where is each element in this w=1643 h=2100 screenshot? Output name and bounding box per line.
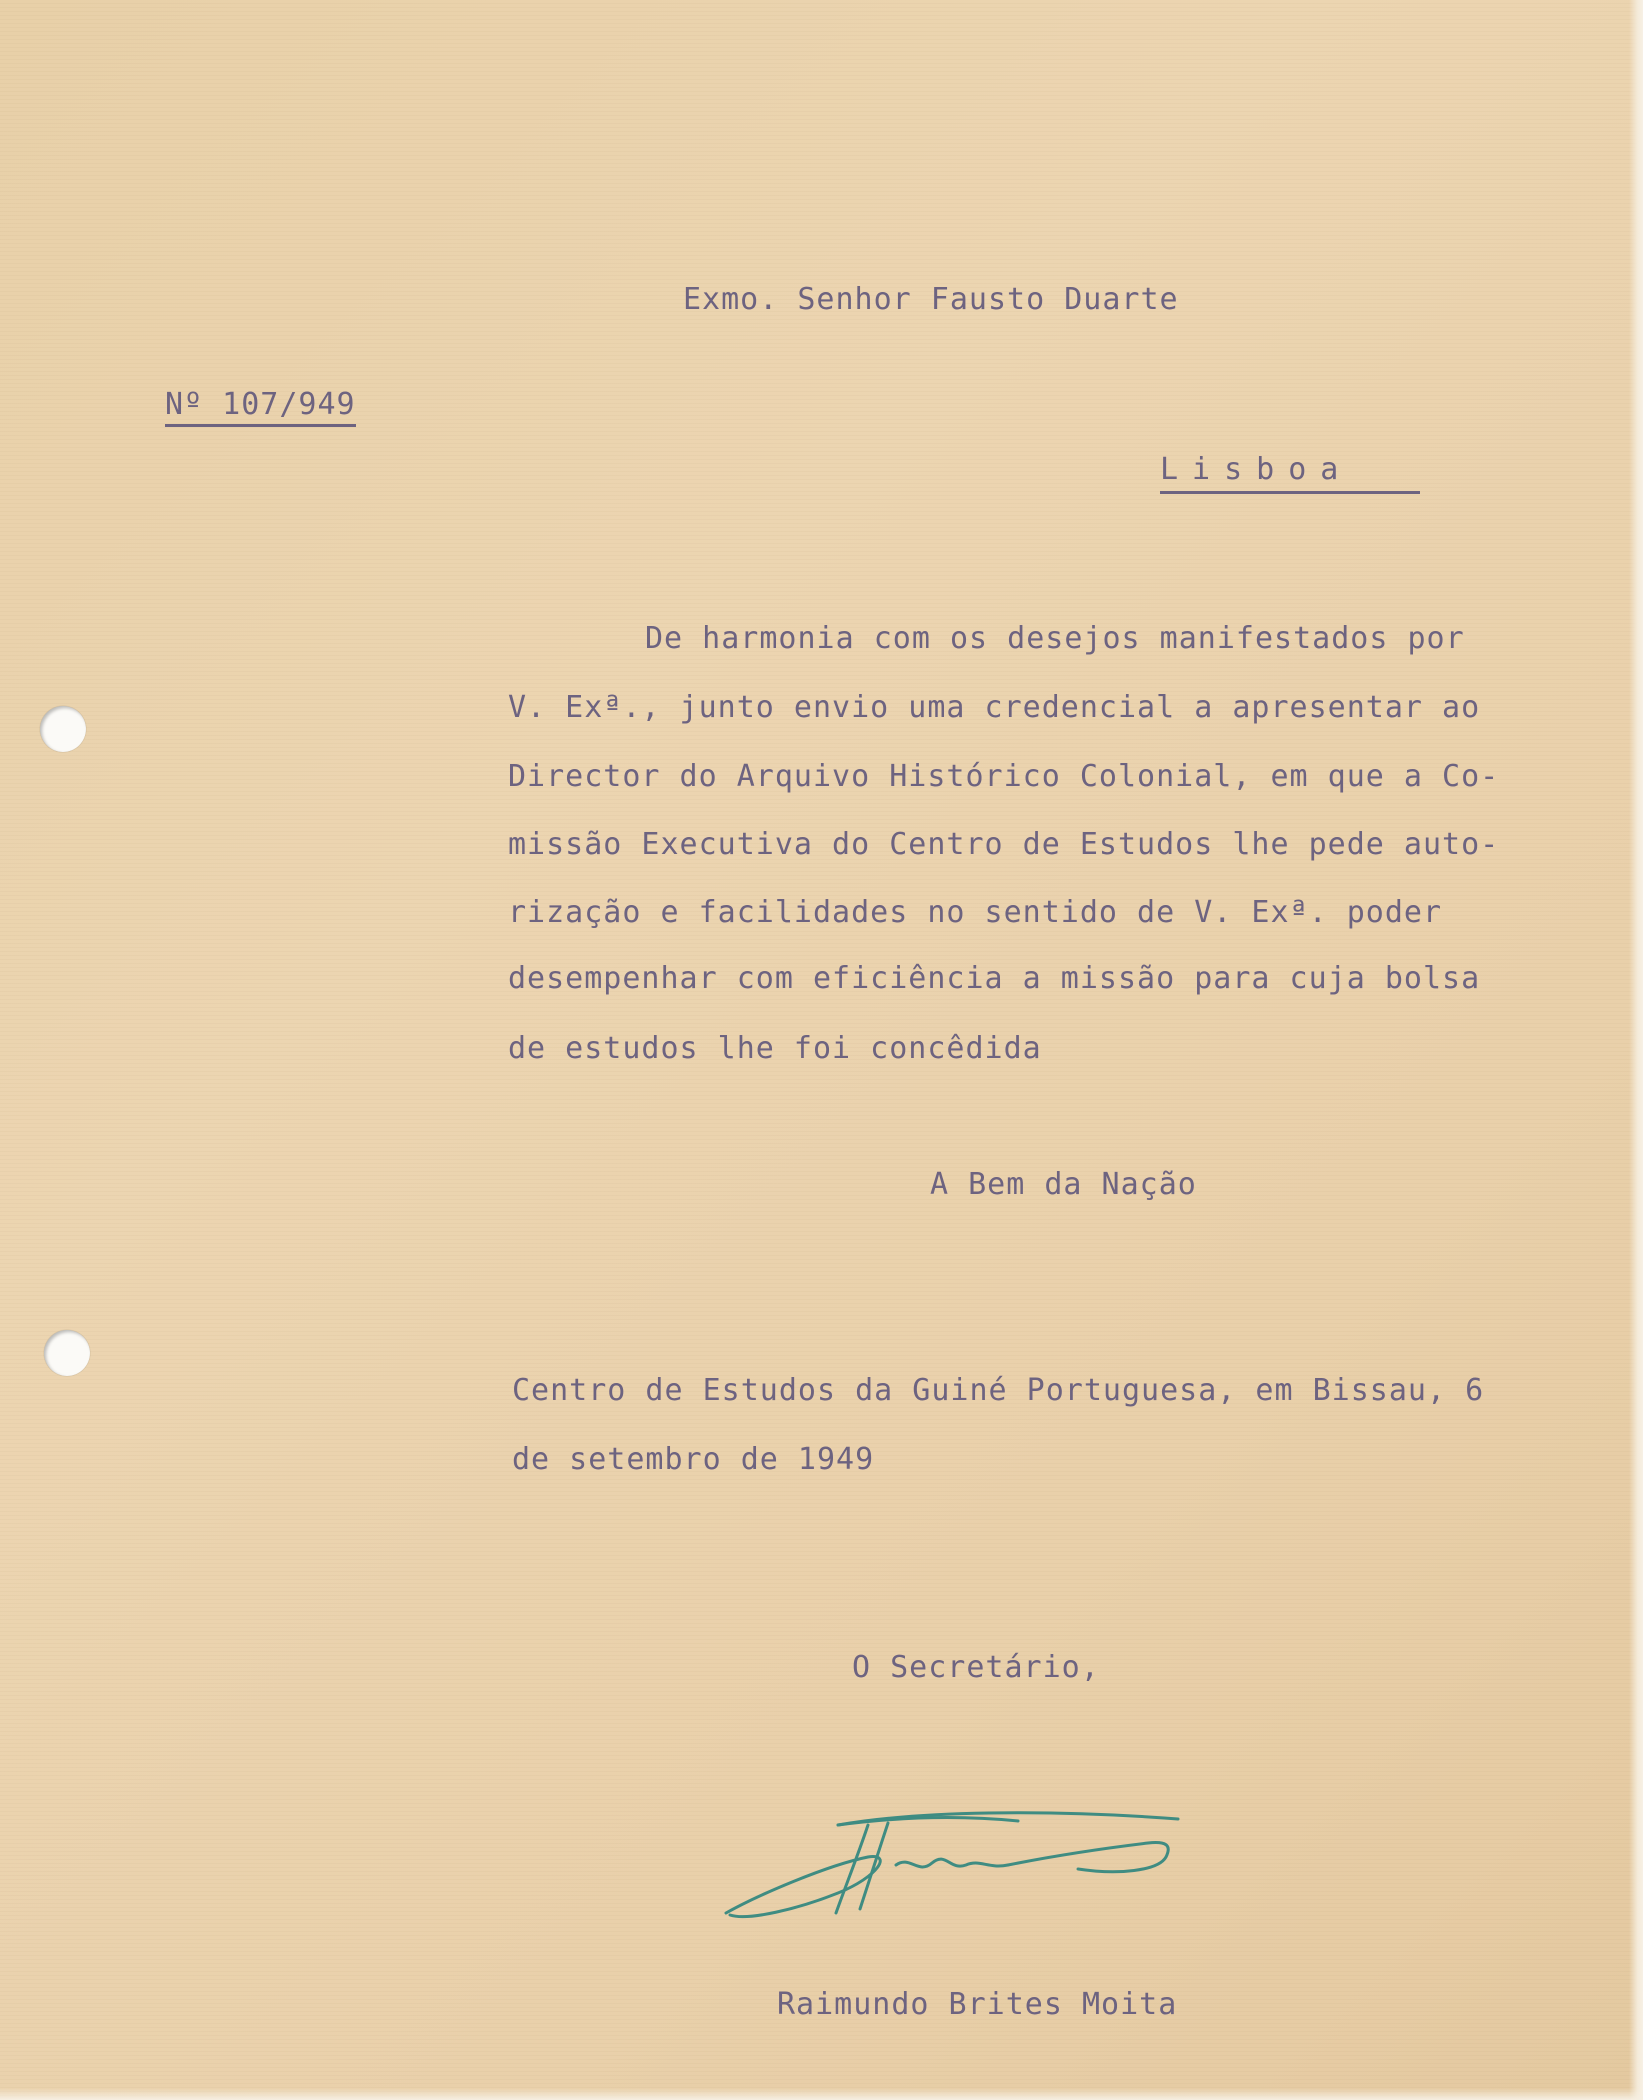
place-date-line: Centro de Estudos da Guiné Portuguesa, em Bissau, 6 bbox=[512, 1373, 1485, 1408]
signatory-role: O Secretário, bbox=[852, 1650, 1100, 1685]
body-line: V. Exª., junto envio uma credencial a apresentar ao bbox=[508, 690, 1481, 725]
body-line: De harmonia com os desejos manifestados por bbox=[645, 621, 1465, 656]
body-line: rização e facilidades no sentido de V. Exª. poder bbox=[508, 895, 1443, 930]
handwritten-signature bbox=[718, 1805, 1188, 1925]
paper-edge-bottom bbox=[0, 2088, 1643, 2100]
body-line: missão Executiva do Centro de Estudos lhe pede auto- bbox=[508, 827, 1500, 862]
signatory-name: Raimundo Brites Moita bbox=[777, 1987, 1178, 2022]
punch-hole bbox=[44, 1330, 90, 1376]
body-line: de estudos lhe foi concêdida bbox=[508, 1031, 1042, 1066]
city-line: Lisboa bbox=[1160, 455, 1420, 494]
closing-salutation: A Bem da Nação bbox=[930, 1167, 1197, 1202]
place-date-line: de setembro de 1949 bbox=[512, 1442, 875, 1477]
body-line: desempenhar com eficiência a missão para cuja bolsa bbox=[508, 961, 1481, 996]
body-line: Director do Arquivo Histórico Colonial, em que a Co- bbox=[508, 759, 1500, 794]
paper-edge-right bbox=[1629, 0, 1643, 2100]
addressee-line: Exmo. Senhor Fausto Duarte bbox=[683, 282, 1179, 317]
punch-hole bbox=[40, 706, 86, 752]
reference-number: Nº 107/949 bbox=[165, 390, 356, 427]
